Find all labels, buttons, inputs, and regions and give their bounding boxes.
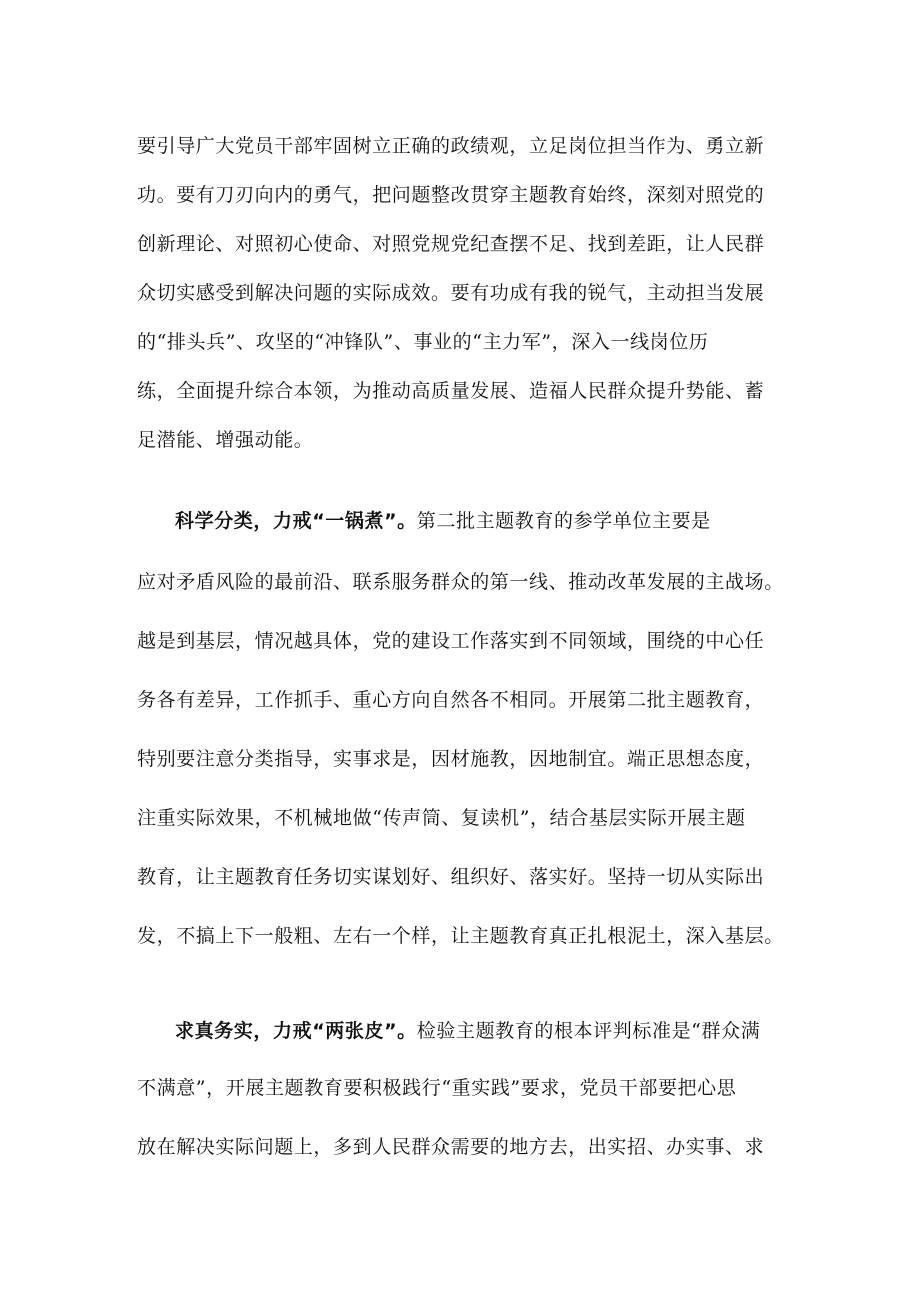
para3-heading: 求真务实，力戒“两张皮”。 bbox=[175, 1020, 417, 1042]
para2-first-line-rest: 第二批主题教育的参学单位主要是 bbox=[416, 510, 711, 532]
para1-line-2: 功。要有刀刃向内的勇气，把问题整改贯穿主题教育始终，深刻对照党的 bbox=[137, 184, 765, 206]
para2-line-8: 发，不搞上下一般粗、左右一个样，让主题教育真正扎根泥土，深入基层。 bbox=[137, 925, 784, 947]
para1-line-7: 足潜能、增强动能。 bbox=[137, 429, 314, 451]
para1-line-4: 众切实感受到解决问题的实际成效。要有功成有我的锐气，主动担当发展 bbox=[137, 282, 765, 304]
para2-line-6: 注重实际效果，不机械地做“传声筒、复读机”，结合基层实际开展主题 bbox=[137, 807, 746, 829]
para2-heading: 科学分类，力戒“一锅煮”。 bbox=[175, 510, 417, 532]
para1-line-6: 练，全面提升综合本领，为推动高质量发展、造福人民群众提升势能、蓄 bbox=[137, 380, 765, 402]
para2-line-2: 应对矛盾风险的最前沿、联系服务群众的第一线、推动改革发展的主战场。 bbox=[137, 571, 784, 593]
para2-line-3: 越是到基层，情况越具体，党的建设工作落实到不同领域，围绕的中心任 bbox=[137, 630, 765, 652]
para1-line-3: 创新理论、对照初心使命、对照党规党纪查摆不足、找到差距，让人民群 bbox=[137, 233, 765, 255]
para3-first-line-rest: 检验主题教育的根本评判标准是“群众满 bbox=[416, 1020, 761, 1042]
para2-line-4: 务各有差异，工作抓手、重心方向自然各不相同。开展第二批主题教育， bbox=[137, 689, 765, 711]
para3-line-1 bbox=[175, 1019, 795, 1043]
para1-line-5: 的“排头兵”、攻坚的“冲锋队”、事业的“主力军”，深入一线岗位历 bbox=[137, 331, 709, 353]
para3-line-2: 不满意”，开展主题教育要积极践行“重实践”要求，党员干部要把心思 bbox=[137, 1077, 737, 1099]
para2-line-7: 教育，让主题教育任务切实谋划好、组织好、落实好。坚持一切从实际出 bbox=[137, 866, 765, 888]
para1-line-1: 要引导广大党员干部牢固树立正确的政绩观，立足岗位担当作为、勇立新 bbox=[137, 135, 765, 157]
para2-line-1 bbox=[175, 509, 795, 533]
para2-line-5: 特别要注意分类指导，实事求是，因材施教，因地制宜。端正思想态度， bbox=[137, 748, 765, 770]
para3-line-3: 放在解决实际问题上，多到人民群众需要的地方去，出实招、办实事、求 bbox=[137, 1136, 765, 1158]
